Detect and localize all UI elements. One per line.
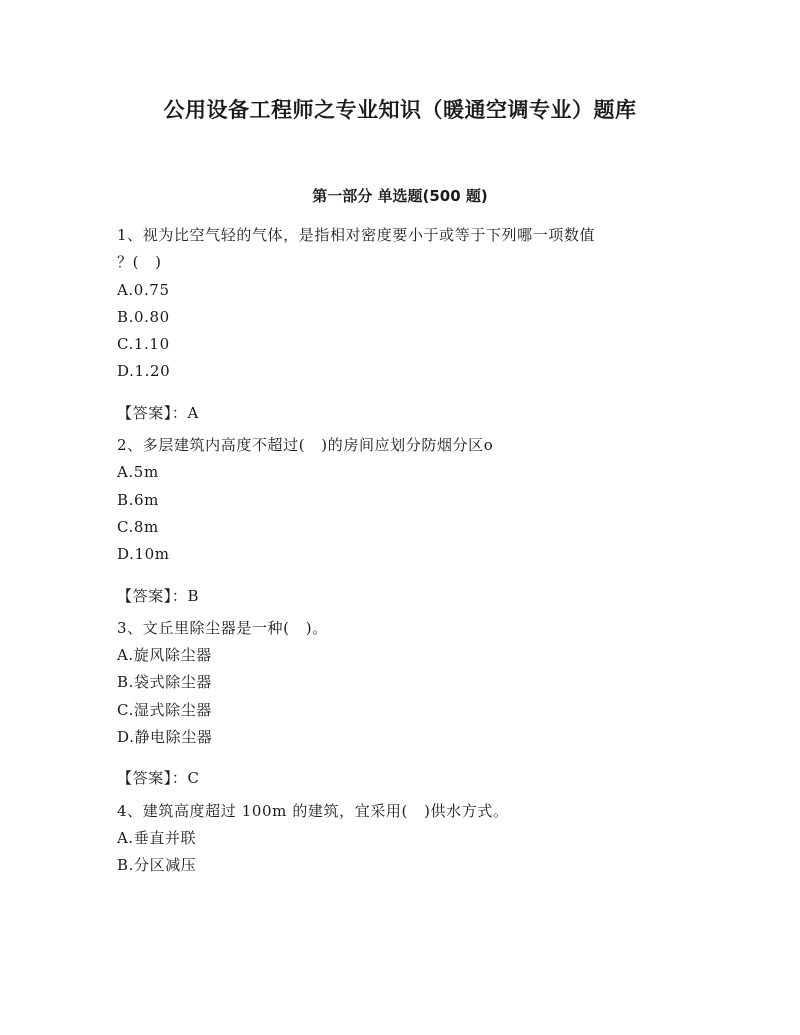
question-4	[117, 798, 687, 880]
option-d: D.1.20	[117, 362, 171, 381]
answer-value: B	[187, 586, 200, 605]
answer-2	[117, 583, 687, 610]
question-2	[117, 432, 687, 568]
page-title: 公用设备工程师之专业知识（暖通空调专业）题库	[163, 98, 637, 122]
option-a: A.旋风除尘器	[117, 646, 212, 665]
option-b: B.袋式除尘器	[117, 673, 212, 692]
option-b: B.6m	[117, 490, 159, 509]
answer-label: 【答案】：	[117, 769, 188, 788]
answer-value: C	[187, 769, 200, 788]
section-title: 第一部分 单选题(500 题)	[312, 187, 488, 205]
question-stem: 4、建筑高度超过 100m 的建筑，宜采用( )供水方式。	[117, 801, 509, 820]
option-d: D.静电除尘器	[117, 728, 213, 747]
answer-1	[117, 400, 687, 427]
option-c: C.湿式除尘器	[117, 700, 212, 719]
question-stem: 3、文丘里除尘器是一种( )。	[117, 618, 328, 637]
option-a: A.垂直并联	[117, 828, 197, 847]
answer-3	[117, 765, 687, 792]
question-stem: 1、视为比空气轻的气体，是指相对密度要小于或等于下列哪一项数值	[117, 226, 596, 244]
answer-label: 【答案】：	[117, 403, 188, 422]
option-b: B.分区减压	[117, 856, 197, 875]
option-b: B.0.80	[117, 307, 170, 326]
answer-value: A	[187, 403, 199, 422]
question-1	[117, 222, 687, 386]
question-list	[117, 222, 687, 880]
option-c: C.1.10	[117, 335, 170, 354]
question-3	[117, 615, 687, 751]
option-a: A.0.75	[117, 280, 170, 299]
option-c: C.8m	[117, 517, 159, 536]
option-d: D.10m	[117, 545, 170, 564]
answer-label: 【答案】：	[117, 586, 188, 605]
option-a: A.5m	[117, 463, 159, 482]
question-stem: 2、多层建筑内高度不超过( )的房间应划分防烟分区o	[117, 436, 494, 455]
question-stem-continued: ？( )	[117, 253, 162, 272]
